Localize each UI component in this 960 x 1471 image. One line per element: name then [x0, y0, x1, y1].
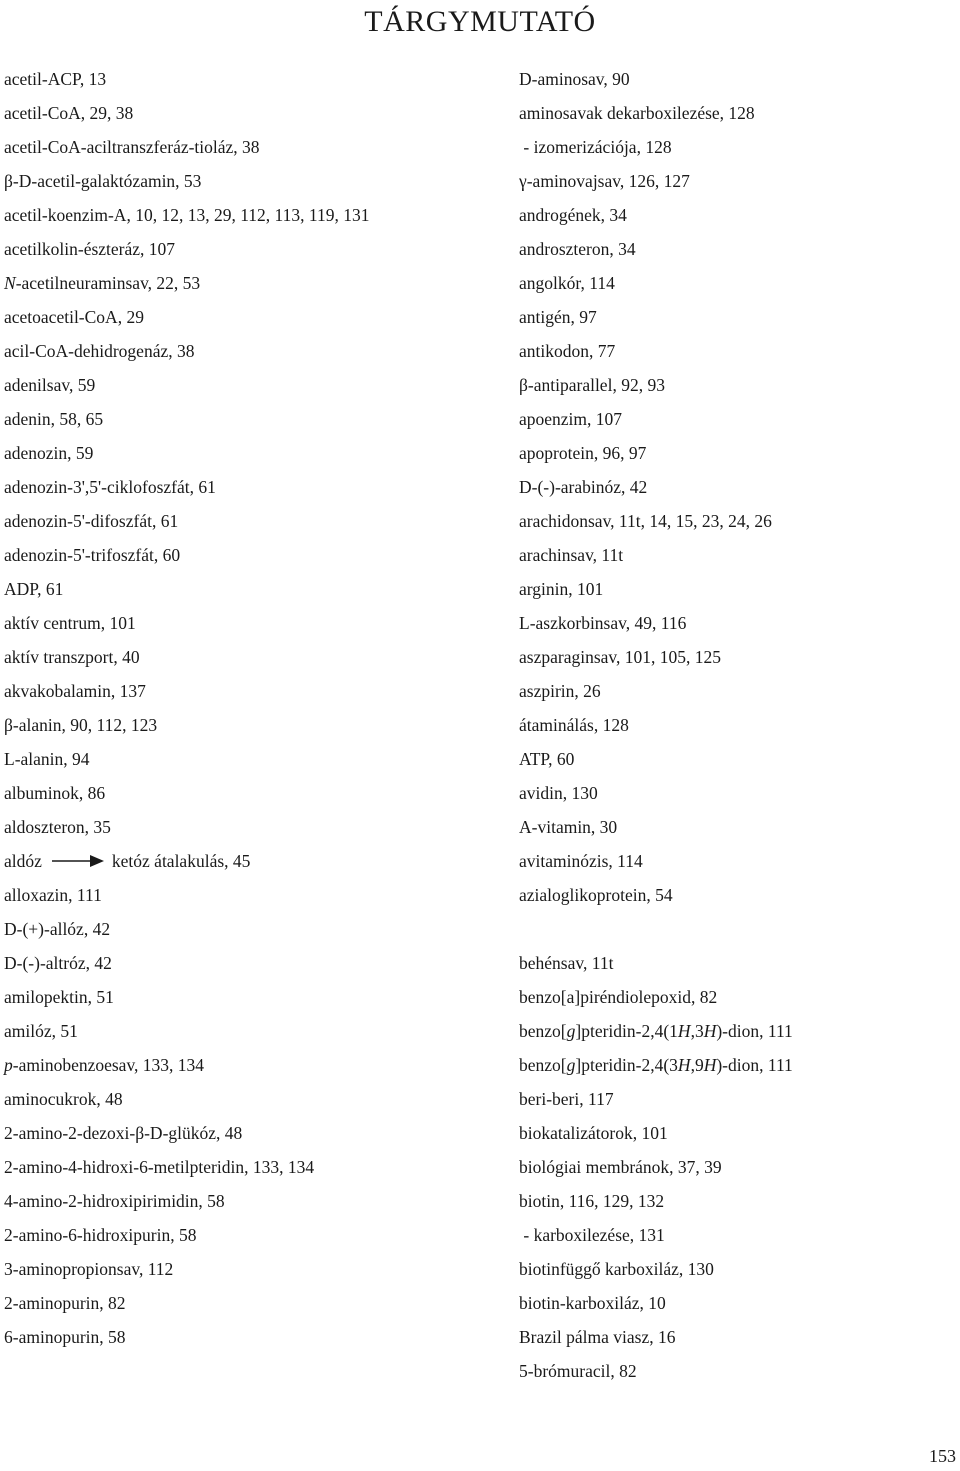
- index-entry: [4, 368, 504, 402]
- index-entry: [519, 1252, 959, 1286]
- index-entry: [519, 776, 959, 810]
- index-entry-text: benzo[a]piréndiolepoxid, 82: [519, 987, 718, 1007]
- index-entry-text: acetil-CoA-aciltranszferáz-tioláz, 38: [4, 137, 260, 157]
- index-title: TÁRGYMUTATÓ: [364, 5, 596, 38]
- index-entry-text: 2-amino-4-hidroxi-6-metilpteridin, 133, 134: [4, 1157, 315, 1177]
- index-gap: [519, 912, 959, 946]
- index-entry-text: benzo[: [519, 1021, 567, 1041]
- index-entry-text: - karboxilezése, 131: [519, 1225, 665, 1245]
- index-entry-text: L-aszkorbinsav, 49, 116: [519, 613, 687, 633]
- index-entry: [4, 1286, 504, 1320]
- index-entry-text: 5-brómuracil, 82: [519, 1361, 637, 1381]
- index-entry: [519, 946, 959, 980]
- index-entry: [4, 402, 504, 436]
- index-entry-text: arginin, 101: [519, 579, 604, 599]
- index-entry-text: 2-aminopurin, 82: [4, 1293, 126, 1313]
- index-entry: [4, 742, 504, 776]
- index-entry-text: ,9: [690, 1055, 704, 1075]
- index-entry-text: D-aminosav, 90: [519, 69, 630, 89]
- index-entry-text: H: [677, 1055, 691, 1075]
- index-entry: [4, 1252, 504, 1286]
- index-entry-text: albuminok, 86: [4, 783, 106, 803]
- index-entry: [4, 62, 504, 96]
- index-entry: [519, 266, 959, 300]
- index-entry-text: aldóz: [4, 851, 42, 871]
- index-entry-text: ,3: [690, 1021, 704, 1041]
- index-entry: [4, 1218, 504, 1252]
- index-column-left: [4, 62, 504, 1354]
- index-entry-text: aszpirin, 26: [519, 681, 601, 701]
- index-column-right: [519, 62, 959, 1388]
- index-entry-text: akvakobalamin, 137: [4, 681, 146, 701]
- index-entry: [519, 606, 959, 640]
- index-entry-text: acetilkolin-észteráz, 107: [4, 239, 176, 259]
- index-entry-text: behénsav, 11t: [519, 953, 614, 973]
- index-entry: [4, 912, 504, 946]
- index-entry: [4, 96, 504, 130]
- index-entry-text: acil-CoA-dehidrogenáz, 38: [4, 341, 195, 361]
- index-entry: [519, 1048, 959, 1082]
- index-entry: [519, 1116, 959, 1150]
- index-entry: [4, 572, 504, 606]
- index-entry-text: H: [703, 1021, 717, 1041]
- index-entry: [519, 436, 959, 470]
- index-entry-text: Brazil pálma viasz, 16: [519, 1327, 676, 1347]
- index-entry: [519, 810, 959, 844]
- index-entry-text: antigén, 97: [519, 307, 597, 327]
- index-entry: [519, 470, 959, 504]
- index-entry-text: D-(-)-arabinóz, 42: [519, 477, 648, 497]
- index-entry: [519, 368, 959, 402]
- index-entry-text: biokatalizátorok, 101: [519, 1123, 668, 1143]
- index-entry: [519, 742, 959, 776]
- index-entry-text: aldoszteron, 35: [4, 817, 111, 837]
- index-entry: [4, 266, 504, 300]
- index-entry-text: 2-amino-2-dezoxi-β-D-glükóz, 48: [4, 1123, 243, 1143]
- index-entry: [4, 980, 504, 1014]
- index-entry-text: aktív transzport, 40: [4, 647, 140, 667]
- index-entry-text: androszteron, 34: [519, 239, 636, 259]
- index-entry-text: alloxazin, 111: [4, 885, 102, 905]
- index-entry: [4, 1184, 504, 1218]
- index-entry-text: biológiai membránok, 37, 39: [519, 1157, 722, 1177]
- index-entry: [4, 776, 504, 810]
- index-entry-text: 2-amino-6-hidroxipurin, 58: [4, 1225, 197, 1245]
- index-entry-text: γ-aminovajsav, 126, 127: [519, 171, 690, 191]
- index-entry-text: 6-aminopurin, 58: [4, 1327, 126, 1347]
- index-entry: [519, 1014, 959, 1048]
- index-entry-text: β-antiparallel, 92, 93: [519, 375, 665, 395]
- index-entry-text: acetil-koenzim-A, 10, 12, 13, 29, 112, 113, 119, 131: [4, 205, 370, 225]
- index-entry-text: apoprotein, 96, 97: [519, 443, 647, 463]
- index-entry: [4, 538, 504, 572]
- index-entry-text: N: [4, 273, 16, 293]
- index-entry-text: adenozin, 59: [4, 443, 94, 463]
- index-entry-text: apoenzim, 107: [519, 409, 623, 429]
- index-entry-text: adenozin-3',5'-ciklofoszfát, 61: [4, 477, 216, 497]
- index-entry: [519, 402, 959, 436]
- index-entry: [4, 164, 504, 198]
- index-entry: [519, 1150, 959, 1184]
- index-entry-text: L-alanin, 94: [4, 749, 90, 769]
- index-entry-text: ]pteridin-2,4(3: [575, 1055, 678, 1075]
- index-entry-text: adenozin-5'-trifoszfát, 60: [4, 545, 181, 565]
- index-entry-text: β-D-acetil-galaktózamin, 53: [4, 171, 202, 191]
- index-entry-text: biotin-karboxiláz, 10: [519, 1293, 666, 1313]
- index-entry: [519, 62, 959, 96]
- index-entry: [4, 1014, 504, 1048]
- index-entry: [4, 1048, 504, 1082]
- index-entry-text: g: [566, 1021, 576, 1041]
- index-entry-text: p: [4, 1055, 13, 1075]
- index-entry-text: β-alanin, 90, 112, 123: [4, 715, 158, 735]
- index-entry: [4, 198, 504, 232]
- index-entry: [519, 1218, 959, 1252]
- index-entry: [4, 504, 504, 538]
- index-entry-text: ]pteridin-2,4(1: [575, 1021, 678, 1041]
- index-entry-text: aminocukrok, 48: [4, 1089, 123, 1109]
- index-entry-text: aminosavak dekarboxilezése, 128: [519, 103, 755, 123]
- index-entry: [4, 708, 504, 742]
- index-entry-text: H: [703, 1055, 717, 1075]
- index-entry: [4, 1082, 504, 1116]
- index-entry: [4, 640, 504, 674]
- index-entry-text: aszparaginsav, 101, 105, 125: [519, 647, 722, 667]
- index-entry: [4, 1150, 504, 1184]
- page-number: 153: [929, 1446, 956, 1466]
- index-entry: [4, 334, 504, 368]
- index-entry-text: -aminobenzoesav, 133, 134: [12, 1055, 205, 1075]
- index-entry: [519, 708, 959, 742]
- index-entry-text: avidin, 130: [519, 783, 598, 803]
- index-entry-text: amilóz, 51: [4, 1021, 78, 1041]
- index-entry: [4, 470, 504, 504]
- index-entry-text: arachinsav, 11t: [519, 545, 624, 565]
- index-entry-text: ketóz átalakulás, 45: [111, 851, 251, 871]
- index-entry: [519, 1184, 959, 1218]
- index-entry-text: avitaminózis, 114: [519, 851, 643, 871]
- index-entry: [4, 130, 504, 164]
- index-entry-text: biotin, 116, 129, 132: [519, 1191, 665, 1211]
- index-entry-text: 3-aminopropionsav, 112: [4, 1259, 174, 1279]
- index-entry: [4, 606, 504, 640]
- index-entry-text: D-(+)-allóz, 42: [4, 919, 111, 939]
- index-entry-text: adenin, 58, 65: [4, 409, 104, 429]
- index-entry: [519, 640, 959, 674]
- index-entry-text: arachidonsav, 11t, 14, 15, 23, 24, 26: [519, 511, 772, 531]
- index-entry: [4, 878, 504, 912]
- index-entry-text: g: [566, 1055, 576, 1075]
- index-entry: [4, 232, 504, 266]
- index-entry-text: )-dion, 111: [716, 1021, 793, 1041]
- index-entry: [519, 878, 959, 912]
- index-entry: [519, 232, 959, 266]
- index-entry: [519, 844, 959, 878]
- index-entry-text: azialoglikoprotein, 54: [519, 885, 673, 905]
- index-entry: [4, 1320, 504, 1354]
- index-entry-text: acetoacetil-CoA, 29: [4, 307, 144, 327]
- index-entry: [519, 1320, 959, 1354]
- index-entry: [519, 1286, 959, 1320]
- index-entry-text: adenilsav, 59: [4, 375, 96, 395]
- index-entry: [4, 946, 504, 980]
- index-entry-text: androgének, 34: [519, 205, 627, 225]
- index-entry-text: H: [677, 1021, 691, 1041]
- index-entry: [519, 980, 959, 1014]
- index-entry-text: antikodon, 77: [519, 341, 616, 361]
- index-entry: [519, 334, 959, 368]
- index-entry-text: átaminálás, 128: [519, 715, 629, 735]
- index-entry: [519, 674, 959, 708]
- index-entry-text: )-dion, 111: [716, 1055, 793, 1075]
- index-entry: [4, 674, 504, 708]
- index-entry: [519, 198, 959, 232]
- index-entry: [4, 300, 504, 334]
- index-entry-text: 4-amino-2-hidroxipirimidin, 58: [4, 1191, 225, 1211]
- index-entry-text: D-(-)-altróz, 42: [4, 953, 112, 973]
- index-entry: [519, 96, 959, 130]
- index-entry-text: beri-beri, 117: [519, 1089, 614, 1109]
- index-entry: [4, 1116, 504, 1150]
- index-entry-text: angolkór, 114: [519, 273, 615, 293]
- index-entry-text: -acetilneuraminsav, 22, 53: [15, 273, 201, 293]
- index-entry-text: acetil-ACP, 13: [4, 69, 107, 89]
- index-entry-text: amilopektin, 51: [4, 987, 114, 1007]
- index-entry-text: A-vitamin, 30: [519, 817, 618, 837]
- index-entry: [519, 1354, 959, 1388]
- index-entry-text: acetil-CoA, 29, 38: [4, 103, 134, 123]
- right-arrow-icon: [52, 854, 104, 868]
- index-entry: [519, 1082, 959, 1116]
- index-entry: [519, 130, 959, 164]
- index-entry: [4, 810, 504, 844]
- index-entry: [519, 164, 959, 198]
- index-entry: [519, 300, 959, 334]
- index-entry: [519, 538, 959, 572]
- index-entry: [519, 572, 959, 606]
- index-entry-text: biotinfüggő karboxiláz, 130: [519, 1259, 714, 1279]
- index-entry-text: aktív centrum, 101: [4, 613, 136, 633]
- index-entry-text: adenozin-5'-difoszfát, 61: [4, 511, 179, 531]
- index-entry: [4, 436, 504, 470]
- index-entry-text: ADP, 61: [4, 579, 64, 599]
- index-entry: [519, 504, 959, 538]
- index-entry: [4, 844, 504, 878]
- index-entry-text: ATP, 60: [519, 749, 575, 769]
- index-entry-text: benzo[: [519, 1055, 567, 1075]
- index-entry-text: - izomerizációja, 128: [519, 137, 672, 157]
